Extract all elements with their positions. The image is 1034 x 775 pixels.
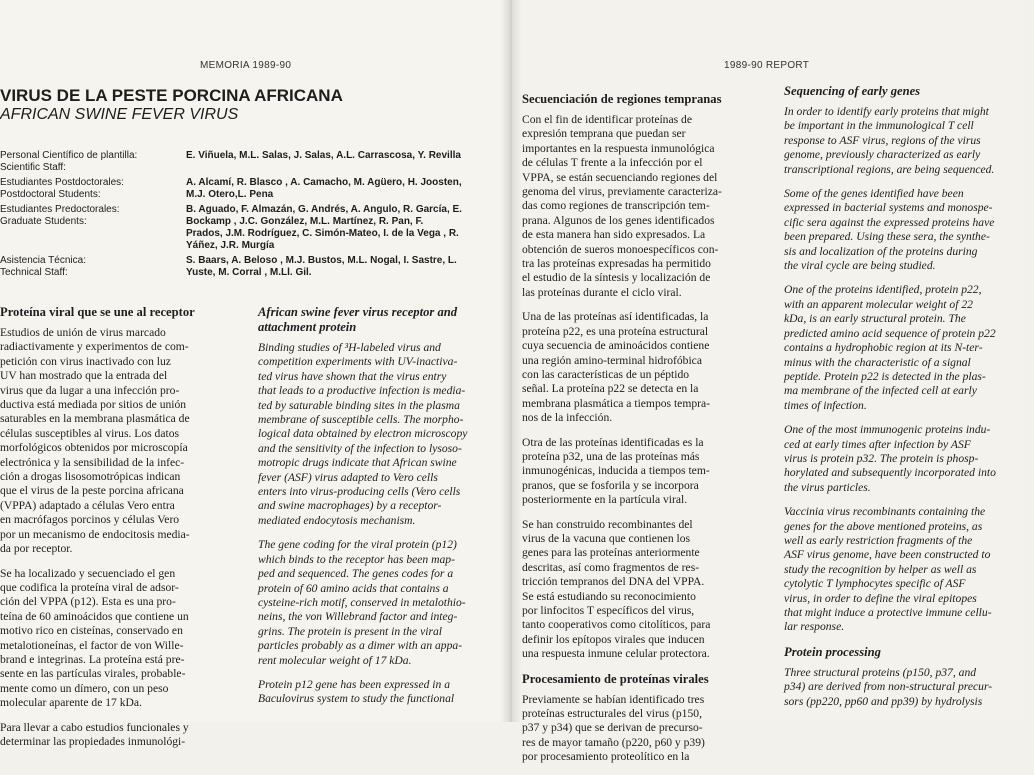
text-line: well as early restriction fragments of the	[784, 533, 973, 547]
text-line: virus, in order to define the viral epitopes	[784, 591, 977, 605]
text-line: células susceptibles al virus. Los datos	[0, 426, 180, 440]
staff-names-line: E. Viñuela, M.L. Salas, J. Salas, A.L. Carrascosa, Y. Revilla	[186, 150, 461, 161]
staff-role-label	[0, 204, 182, 228]
text-line: be important in the immunological T cell	[784, 119, 974, 133]
text-line: determinar las propiedades inmunológi-	[0, 734, 186, 748]
paragraph	[784, 423, 1034, 495]
text-line: Una de las proteínas así identificadas, la	[522, 310, 709, 324]
text-line: transcriptional regions, are being sequenced.	[784, 162, 995, 176]
right-page	[508, 0, 1024, 764]
text-line: cysteine-rich motif, conserved in metalothio-	[258, 595, 466, 609]
text-line: been prepared. Using these sera, the synthe-	[784, 230, 990, 244]
text-line: las proteínas durante el ciclo viral.	[522, 285, 682, 299]
text-line: genome, previously characterized as early	[784, 148, 981, 162]
text-line: nos de la infección.	[522, 411, 613, 425]
staff-names-line: B. Aguado, F. Almazán, G. Andrés, A. Angulo, R. García, E.	[186, 204, 462, 215]
staff-role-line: Estudiantes Predoctorales:	[0, 204, 120, 215]
text-line: por un mecanismo de endocitosis media-	[0, 527, 190, 541]
text-line: das como regiones de transcripción tem-	[522, 199, 710, 213]
text-line: Previamente se habían identificado tres	[522, 692, 705, 706]
text-line: de células T frente a la infección por el	[522, 156, 703, 170]
staff-names	[186, 204, 500, 252]
text-line: da por receptor.	[0, 542, 73, 556]
text-line: sente en las partículas virales, probable-	[0, 667, 186, 681]
staff-names-line: M.J. Otero,L. Pena	[186, 189, 274, 200]
text-line: neins, the von Willebrand factor and integ-	[258, 610, 458, 624]
text-line: motivo rico en cisteínas, conservado en	[0, 624, 183, 638]
text-line: Con el fin de identificar proteínas de	[522, 113, 692, 126]
paragraph	[784, 105, 1034, 177]
text-line: ted virus have shown that the virus entry	[258, 369, 447, 383]
left-page	[0, 0, 512, 748]
text-line: por procesamiento proteolítico en la	[522, 750, 690, 764]
text-line: virus de la vacuna que contienen los	[522, 531, 691, 545]
text-line: proteína p22, es una proteína estructural	[522, 324, 709, 338]
text-line: motropic drugs indicate that African swine	[258, 456, 457, 470]
text-line: sis and localization of the proteins during	[784, 244, 978, 258]
staff-role-line: Technical Staff:	[0, 267, 68, 278]
text-line: definir los epítopos virales que inducen	[522, 632, 705, 646]
staff-names-line: Bockamp , J.C. González, M.L. Martínez, R. Pan, F.	[186, 216, 424, 227]
text-line: saturables en la membrana plasmática de	[0, 412, 190, 426]
text-line: the viral cycle are being studied.	[784, 259, 936, 273]
text-line: ASF virus genome, have been constructed to	[784, 548, 991, 562]
text-line: kDa, is an early structural protein. The	[784, 312, 966, 326]
text-line: que codifica la proteína viral de adsor-	[0, 580, 179, 594]
text-line: membrane of susceptible cells. The morpho-	[258, 413, 464, 427]
text-line: que el virus de la peste porcina africana	[0, 484, 184, 498]
text-line: tricción tempranos del DNA del VPPA.	[522, 575, 705, 589]
text-line: metalotioneínas, el factor de von Wille-	[0, 638, 184, 652]
text-line: p34) are derived from non-structural precur-	[784, 680, 993, 694]
text-line: descritas, así como fragmentos de res-	[522, 560, 700, 574]
text-line: enters into virus-producing cells (Vero cells	[258, 485, 461, 499]
text-line: Vaccinia virus recombinants containing the	[784, 505, 986, 519]
text-line: that might induce a protective immune cellu-	[784, 606, 992, 619]
running-head-right: 1989-90 REPORT	[724, 60, 810, 71]
paragraph	[522, 113, 760, 300]
staff-role-line: Graduate Students:	[0, 216, 87, 227]
column-right-spanish	[522, 92, 760, 775]
text-line: lar response.	[784, 620, 845, 634]
paragraph	[258, 538, 498, 668]
staff-names-line: A. Alcamí, R. Blasco , A. Camacho, M. Agüero, H. Joosten,	[186, 177, 462, 188]
staff-role-label	[0, 255, 182, 279]
text-line: ción del VPPA (p12). Esta es una pro-	[0, 595, 176, 609]
text-line: UV han mostrado que la entrada del	[0, 369, 168, 383]
text-line: response to ASF virus, regions of the virus	[784, 133, 981, 147]
staff-role-label	[0, 177, 182, 201]
text-line: with an apparent molecular weight of 22	[784, 297, 973, 311]
text-line: res de mayor tamaño (p220, p60 y p39)	[522, 735, 705, 749]
staff-names-line: Prados, J.M. Rodríguez, C. Simón-Mateo, I. de la Vega , R.	[186, 228, 459, 239]
text-line: Some of the genes identified have been	[784, 187, 964, 201]
text-line: inmunogénicas, inducida a tiempos tem-	[522, 464, 710, 478]
text-line: una región amino-terminal hidrofóbica	[522, 353, 702, 367]
text-line: Otra de las proteínas identificadas es la	[522, 435, 704, 449]
text-line: por linfocitos T específicos del virus,	[522, 604, 695, 617]
paragraph	[0, 721, 240, 750]
text-line: membrana plasmática a tiempos tempra-	[522, 396, 711, 410]
text-line: obtención de sueros monoespecíficos con-	[522, 242, 719, 256]
text-line: ductiva está mediada por sitios de unión	[0, 398, 187, 412]
text-line: prana. Algunos de los genes identificados	[522, 213, 715, 227]
text-line: radiactivamente y experimentos de com-	[0, 340, 189, 354]
text-line: fever (ASF) virus adapted to Vero cells	[258, 470, 438, 484]
text-line: Binding studies of ³H-labeled virus and	[258, 341, 441, 354]
staff-names	[186, 177, 500, 201]
text-line: ced at early times after infection by ASF	[784, 437, 971, 451]
text-line: proteínas estructurales del virus (p150,	[522, 707, 702, 721]
section-heading: Proteína viral que se une al receptor	[0, 305, 195, 319]
staff-names	[186, 150, 500, 162]
staff-role-label	[0, 150, 182, 174]
section-heading: Sequencing of early genes	[784, 84, 921, 98]
text-line: particles probably as a dimer with an appa-	[258, 639, 463, 653]
paragraph	[784, 666, 1034, 709]
text-line: One of the proteins identified, protein p22,	[784, 283, 982, 297]
text-line: virus que da lugar a una infección pro-	[0, 383, 180, 397]
text-line: ción a drogas lisosomotrópicas indican	[0, 470, 181, 484]
text-line: mediated endocytosis mechanism.	[258, 513, 416, 527]
text-line: el estudio de la síntesis y localización de	[522, 271, 711, 285]
paragraph	[258, 341, 498, 528]
paragraph	[522, 310, 760, 425]
section-heading: Protein processing	[784, 644, 881, 659]
text-line: pranos, que se fosforila y se incorpora	[522, 478, 699, 492]
staff-role-line: Postdoctoral Students:	[0, 189, 101, 200]
text-line: study the recognition by helper as well as	[784, 562, 977, 576]
text-line: Three structural proteins (p150, p37, and	[784, 665, 977, 679]
text-line: Se está estudiando su reconocimiento	[522, 589, 696, 603]
text-line: Estudios de unión de virus marcado	[0, 326, 166, 339]
staff-names-line: Yáñez, J.R. Murgía	[186, 240, 275, 251]
text-line: In order to identify early proteins that might	[784, 105, 989, 118]
staff-role-line: Personal Científico de plantilla:	[0, 150, 138, 161]
text-line: One of the most immunogenic proteins indu-	[784, 423, 991, 437]
section-heading: Procesamiento de proteínas virales	[522, 671, 709, 686]
text-line: The gene coding for the viral protein (p12)	[258, 538, 457, 552]
text-line: contains a hydrophobic region at its N-ter-	[784, 341, 983, 355]
text-line: that leads to a productive infection is media-	[258, 384, 466, 398]
text-line: and the sensitivity of the infection to lysoso-	[258, 441, 462, 455]
staff-role-line: Scientific Staff:	[0, 162, 66, 173]
text-line: horylated and subsequently incorporated into	[784, 466, 996, 480]
text-line: teína de 60 aminoácidos que contiene un	[0, 609, 189, 623]
text-line: Se han construido recombinantes del	[522, 517, 693, 531]
text-line: en macrófagos porcinos y células Vero	[0, 513, 180, 527]
text-line: VPPA, se están secuenciando regiones del	[522, 170, 718, 184]
text-line: señal. La proteína p22 se detecta en la	[522, 382, 699, 396]
text-line: (VPPA) adaptado a células Vero entra	[0, 498, 175, 512]
column-right-english	[784, 84, 1034, 719]
paragraph	[0, 567, 240, 711]
text-line: Se ha localizado y secuenciado el gen	[0, 566, 176, 580]
text-line: protein of 60 amino acids that contains a	[258, 581, 449, 595]
text-line: ted by saturable binding sites in the plasma	[258, 398, 460, 412]
running-head-left: MEMORIA 1989-90	[200, 60, 292, 71]
article-title-es: VIRUS DE LA PESTE PORCINA AFRICANA	[0, 86, 343, 105]
text-line: peptide. Protein p22 is detected in the plas-	[784, 369, 986, 383]
text-line: cific sera against the expressed proteins have	[784, 215, 995, 229]
text-line: p37 y p34) que se derivan de precurso-	[522, 721, 703, 735]
text-line: genoma del virus, previamente caracteriza-	[522, 185, 722, 199]
text-line: con las características de un péptido	[522, 367, 690, 381]
text-line: genes para las proteínas anteriormente	[522, 546, 700, 560]
text-line: times of infection.	[784, 398, 867, 412]
text-line: the virus particles.	[784, 480, 871, 494]
paragraph	[784, 505, 1034, 635]
text-line: genes for the above mentioned proteins, as	[784, 519, 983, 533]
text-line: minus with the characteristic of a signal	[784, 355, 971, 369]
text-line: logical data obtained by electron microscopy	[258, 427, 468, 441]
staff-role-line: Asistencia Técnica:	[0, 255, 86, 266]
text-line: tra las proteínas expresadas ha permitido	[522, 257, 711, 271]
text-line: Baculovirus system to study the functional	[258, 692, 455, 706]
staff-names-line: Yuste, M. Corral , M.Ll. Gil.	[186, 267, 312, 278]
book-gutter-shadow	[500, 0, 522, 722]
staff-names	[186, 255, 500, 279]
text-line: de esta manera han sido expresados. La	[522, 228, 706, 242]
text-line: electrónica y la sensibilidad de la infec-	[0, 455, 185, 469]
text-line: brand e integrinas. La proteína está pre-	[0, 652, 185, 666]
text-line: virus is protein p32. The protein is phosp-	[784, 451, 979, 465]
text-line: morfológicos obtenidos por microscopía	[0, 441, 188, 455]
text-line: petición con virus inactivado con luz	[0, 354, 171, 368]
column-left-spanish	[0, 305, 240, 759]
text-line: ped and sequenced. The genes codes for a	[258, 567, 454, 581]
paragraph	[0, 326, 240, 557]
text-line: predicted amino acid sequence of protein p22	[784, 326, 996, 340]
text-line: grins. The protein is present in the viral	[258, 624, 442, 638]
text-line: proteína p32, una de las proteínas más	[522, 449, 700, 463]
paragraph	[522, 518, 760, 662]
paragraph	[522, 436, 760, 508]
column-left-english	[258, 305, 498, 717]
text-line: competition experiments with UV-inactiva-	[258, 355, 458, 369]
paragraph	[522, 693, 760, 765]
text-line: and swine macrophages) by a receptor-	[258, 499, 442, 513]
section-heading: Secuenciación de regiones tempranas	[522, 92, 722, 106]
staff-names-line: S. Baars, A. Beloso , M.J. Bustos, M.L. Nogal, I. Sastre, L.	[186, 255, 457, 266]
text-line: mente como un dímero, con un peso	[0, 681, 169, 695]
text-line: posteriormente en la partícula viral.	[522, 493, 688, 507]
text-line: ma membrane of the infected cell at early	[784, 384, 977, 398]
section-heading: African swine fever virus receptor and attachment protein	[258, 305, 458, 334]
text-line: Para llevar a cabo estudios funcionales y	[0, 720, 189, 734]
staff-role-line: Estudiantes Postdoctorales:	[0, 177, 124, 188]
text-line: importantes en la respuesta inmunológica	[522, 141, 715, 155]
text-line: expressed in bacterial systems and monospe-	[784, 201, 993, 215]
text-line: sors (pp220, pp60 and pp39) by hydrolysis	[784, 694, 983, 708]
text-line: una respuesta inmune celular protectora.	[522, 647, 710, 661]
text-line: cuya secuencia de aminoácidos contiene	[522, 339, 710, 353]
paragraph	[784, 283, 1034, 413]
paragraph	[258, 678, 498, 707]
text-line: Protein p12 gene has been expressed in a	[258, 677, 450, 691]
text-line: molecular aparente de 17 kDa.	[0, 696, 142, 710]
paragraph	[784, 187, 1034, 273]
text-line: cytolytic T lymphocytes specific of ASF	[784, 577, 966, 591]
text-line: expresión temprana que puedan ser	[522, 127, 686, 141]
text-line: which binds to the receptor has been map-	[258, 552, 455, 566]
article-title-en: AFRICAN SWINE FEVER VIRUS	[0, 106, 239, 123]
text-line: tanto cooperativos como citolíticos, para	[522, 618, 711, 632]
text-line: rent molecular weight of 17 kDa.	[258, 653, 412, 667]
